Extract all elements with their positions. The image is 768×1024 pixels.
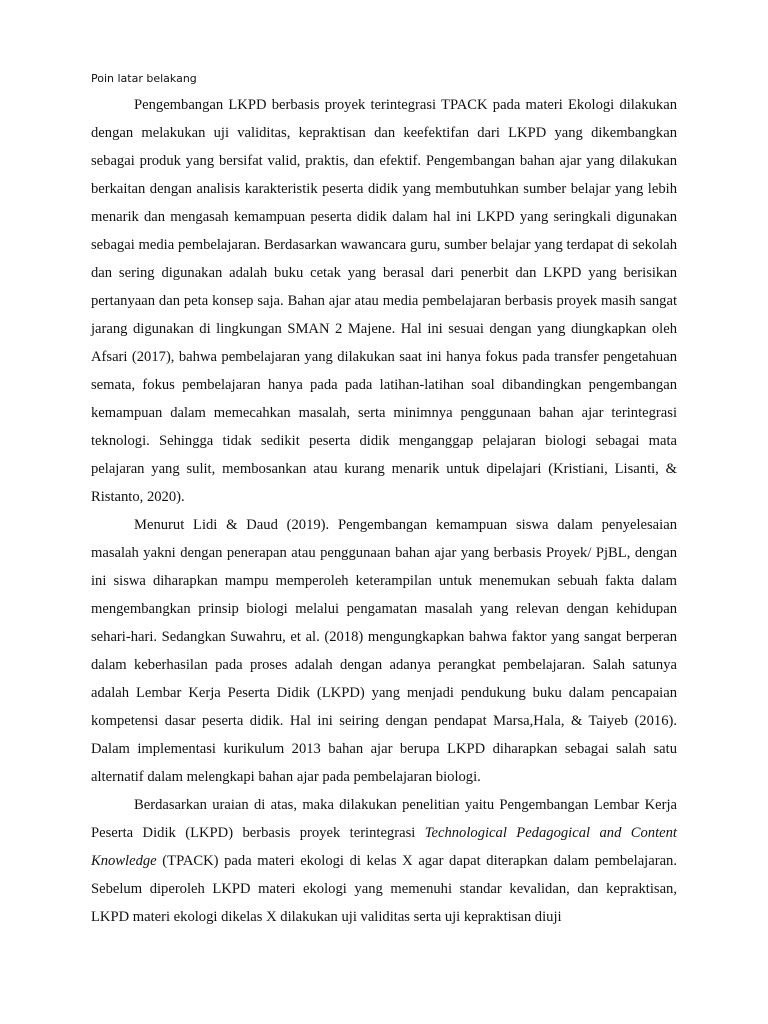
section-heading: Poin latar belakang (91, 72, 197, 85)
paragraph-3 (91, 791, 677, 931)
paragraph-3-text-a: Berdasarkan uraian di atas, maka dilakukan penelitian yaitu Pengembangan Lembar Kerja Peserta Didik (LKPD) berbasis proyek terintegrasi (91, 797, 677, 841)
paragraph-1-text: Pengembangan LKPD berbasis proyek terintegrasi TPACK pada materi Ekologi dilakukan dengan melakukan uji validitas, kepraktisan dan keefektifan dari LKPD yang dikembangkan sebagai produk yang bersifat valid, praktis, dan efektif. Pengembangan bahan ajar yang dilakukan berkaitan dengan analisis karakteristik peserta didik yang membutuhkan sumber belajar yang lebih menarik dan mengasah kemampuan peserta didik dalam hal ini LKPD yang seringkali digunakan sebagai media pembelajaran. Berdasarkan wawancara guru, sumber belajar yang terdapat di sekolah dan sering digunakan adalah buku cetak yang berasal dari penerbit dan LKPD yang berisikan pertanyaan dan peta konsep saja. Bahan ajar atau media pembelajaran berbasis proyek masih sangat jarang digunakan di lingkungan SMAN 2 Majene. Hal ini sesuai dengan yang diungkapkan oleh Afsari (2017), bahwa pembelajaran yang dilakukan saat ini hanya fokus pada transfer pengetahuan semata, fokus pembelajaran hanya pada pada latihan-latihan soal dibandingkan pengembangan kemampuan dalam memecahkan masalah, serta minimnya penggunaan bahan ajar terintegrasi teknologi. Sehingga tidak sedikit peserta didik menganggap pelajaran biologi sebagai mata pelajaran yang sulit, membosankan atau kurang menarik untuk dipelajari (Kristiani, Lisanti, & Ristanto, 2020). (91, 97, 677, 505)
paragraph-2-text: Menurut Lidi & Daud (2019). Pengembangan kemampuan siswa dalam penyelesaian masalah yakni dengan penerapan atau penggunaan bahan ajar yang berbasis Proyek/ PjBL, dengan ini siswa diharapkan mampu memperoleh keterampilan untuk menemukan sebuah fakta dalam mengembangkan prinsip biologi melalui pengamatan masalah yang relevan dengan kehidupan sehari-hari. Sedangkan Suwahru, et al. (2018) mengungkapkan bahwa faktor yang sangat berperan dalam keberhasilan pada proses adalah dengan adanya perangkat pembelajaran. Salah satunya adalah Lembar Kerja Peserta Didik (LKPD) yang menjadi pendukung buku dalam pencapaian kompetensi dasar peserta didik. Hal ini seiring dengan pendapat Marsa,Hala, & Taiyeb (2016). Dalam implementasi kurikulum 2013 bahan ajar berupa LKPD diharapkan sebagai salah satu alternatif dalam melengkapi bahan ajar pada pembelajaran biologi. (91, 517, 677, 785)
document-body (91, 91, 677, 931)
paragraph-2 (91, 511, 677, 791)
paragraph-3-italic-term: Technological Pedagogical and Content Knowledge (91, 825, 677, 869)
paragraph-3-text-b: (TPACK) pada materi ekologi di kelas X agar dapat diterapkan dalam pembelajaran. Sebelum diperoleh LKPD materi ekologi yang memenuhi standar kevalidan, dan kepraktisan, LKPD materi ekologi dikelas X dilakukan uji validitas serta uji kepraktisan diuji (91, 853, 677, 925)
paragraph-1 (91, 91, 677, 511)
